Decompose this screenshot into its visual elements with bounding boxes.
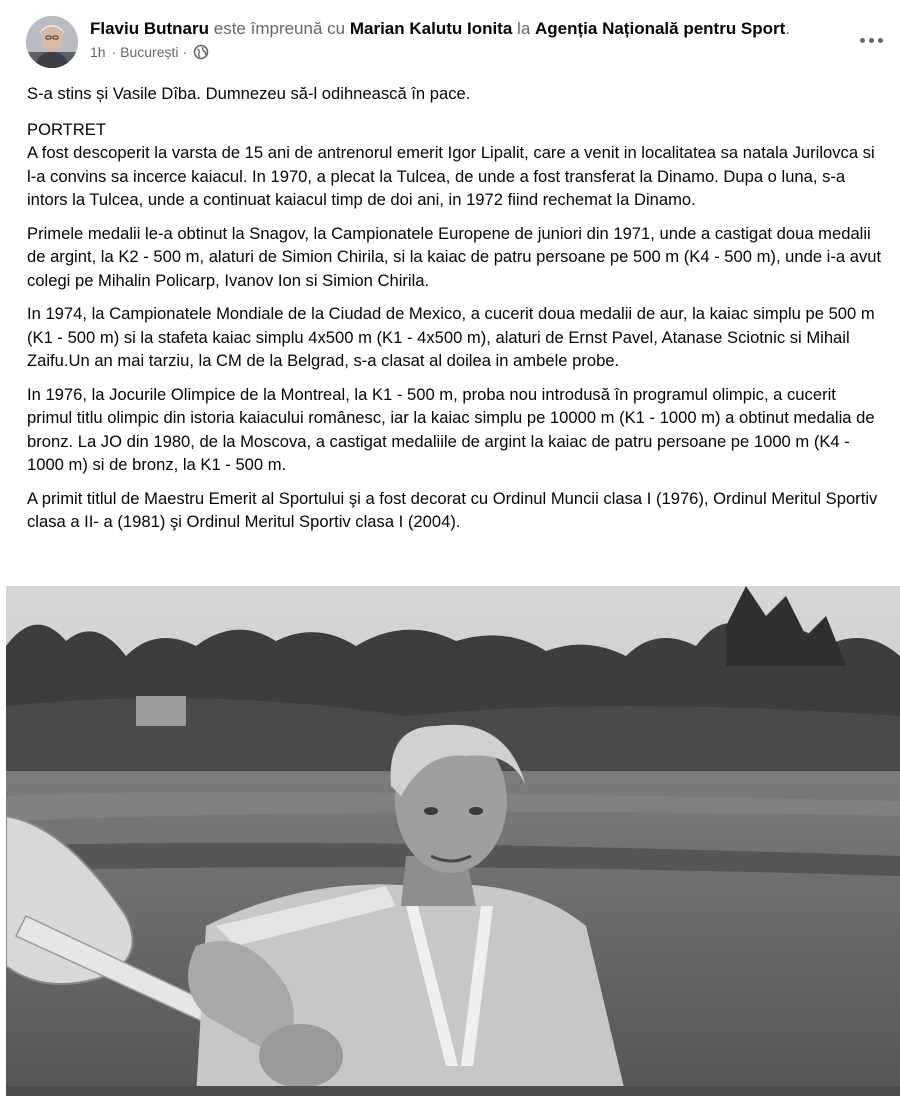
post-location: · București · [111,44,188,60]
post-paragraph-intro: S-a stins și Vasile Dîba. Dumnezeu să-l odihnească în pace. [27,84,471,103]
post-paragraph: Primele medalii le-a obtinut la Snagov, la Campionatele Europene de juniori din 1971, unde a castigat doua medalii de argint, la K2 - 500 m, alaturi de Simion Chirila, si la kaiac de patru persoane pe 500 m (K4 - 500 m), unde i-a avut colegi pe Mihalin Policarp, Ivanov Ion si Simion Chirila. [27,223,882,290]
globe-icon [193,44,209,60]
post-photo[interactable] [6,586,900,1096]
post-header [26,14,886,70]
post-title-line [90,18,790,40]
post-paragraph: A fost descoperit la varsta de 15 ani de antrenorul emerit Igor Lipalit, care a venit in localitatea sa natala Jurilovca si l-a convins sa incerce kaiacul. In 1970, a plecat la Tulcea, de unde a fost transferat la Dinamo. Dupa o luna, s-a intors la Tulcea, unde a continuat kaiacul timp de doi ani, in 1972 fiind rechemat la Dinamo. [27,143,875,209]
at-text: la [517,19,531,38]
post-paragraph: In 1974, la Campionatele Mondiale de la Ciudad de Mexico, a cucerit doua medalii de aur, la kaiac simplu pe 500 m (K1 - 500 m) si la stafeta kaiac simplu 4x500 m (K1 - 4x500 m), alaturi de Ernst Pavel, Atanase Sciotnic si Mihail Zaifu.Un an mai tarziu, la CM de la Belgrad, s-a clasat al doilea in ambele probe. [27,304,875,370]
post-paragraph: In 1976, la Jocurile Olimpice de la Montreal, la K1 - 500 m, proba nou introdusă în programul olimpic, a cucerit primul titlu olimpic din istoria kaiacului românesc, iar la kaiac simplu pe 10000 m (K1 - 1000 m) a obtinut medalia de bronz. La JO din 1980, de la Moscova, a castigat medaliile de argint la kaiac de patru persoane pe 1000 m (K4 - 1000 m) si de bronz, la K1 - 500 m. [27,384,875,474]
post-body [27,82,885,544]
author-name-link[interactable]: Flaviu Butnaru [90,19,210,38]
post-meta [90,42,209,62]
place-suffix: . [785,19,791,38]
post-time-link[interactable]: 1h [90,44,106,60]
post-paragraph: A primit titlul de Maestru Emerit al Sportului şi a fost decorat cu Ordinul Muncii clasa I (1976), Ordinul Meritul Sportiv clasa a II- a (1981) şi Ordinul Meritul Sportiv clasa I (2004). [27,488,878,531]
place-link[interactable]: Agenția Națională pentru Sport [535,19,786,38]
more-options-icon[interactable] [856,28,886,52]
tagged-person-link[interactable]: Marian Kalutu Ionita [349,19,513,38]
author-avatar[interactable] [26,16,78,68]
with-text: este împreună cu [213,19,346,38]
post-paragraph-heading: PORTRET [27,119,106,139]
